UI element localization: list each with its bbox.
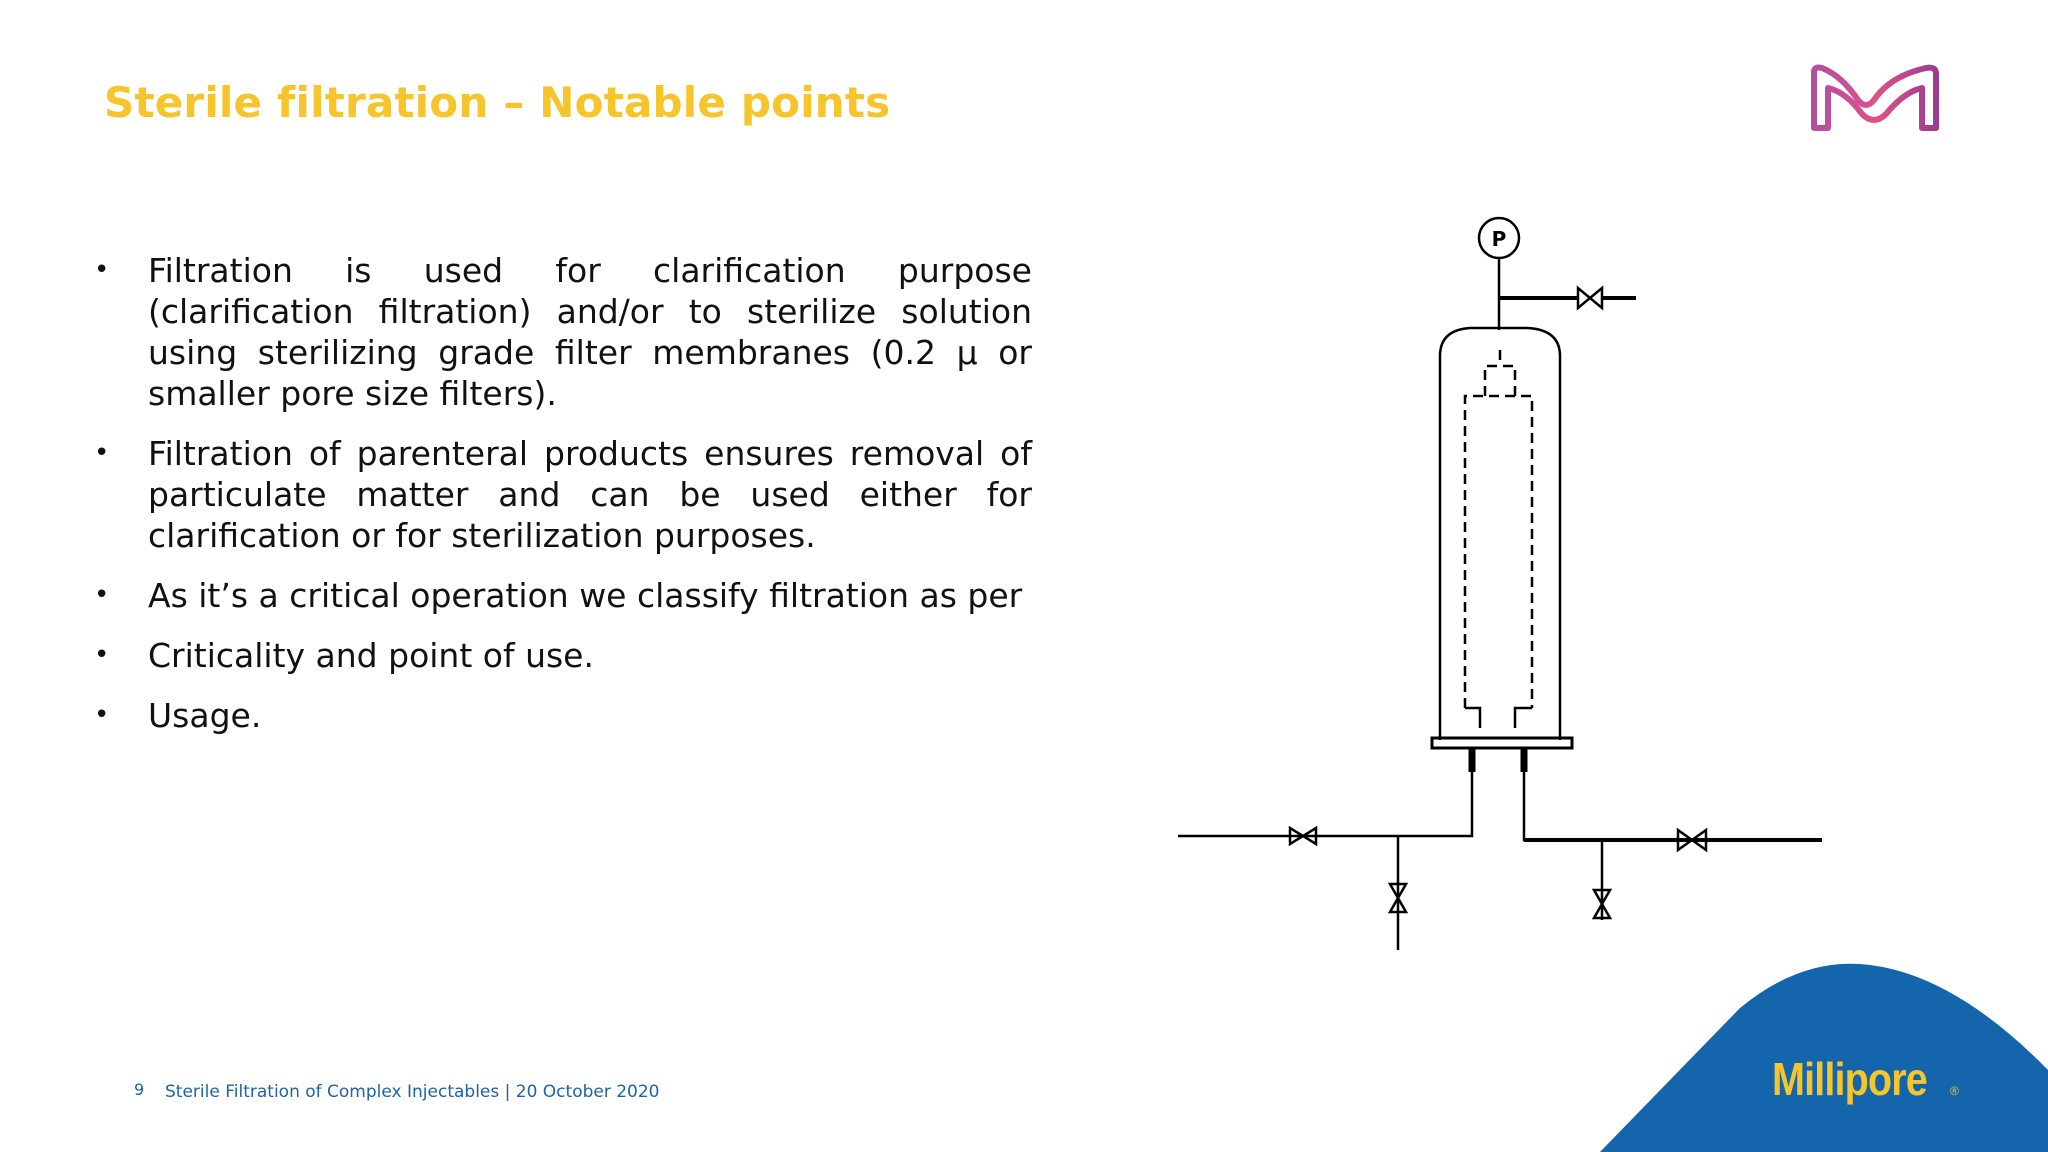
filter-housing — [1440, 328, 1560, 740]
registered-mark: ® — [1950, 1084, 1959, 1098]
bullet-text: Filtration is used for clarification purpose (clarification filtration) and/or to sterilize solution using sterilizing grade filter membranes (0.2 µ or smaller pore size filters). — [148, 251, 1032, 413]
bullet-item — [94, 635, 1032, 676]
pressure-gauge — [1479, 218, 1519, 258]
merck-logo — [1808, 62, 1944, 138]
page-number: 9 — [134, 1080, 145, 1099]
bullet-item — [94, 250, 1032, 414]
bullet-marker: • — [94, 640, 110, 670]
bullet-text: Usage. — [148, 696, 262, 735]
bullet-item — [94, 695, 1032, 736]
bullet-text: As it’s a critical operation we classify filtration as per — [148, 576, 1023, 615]
bullet-marker: • — [94, 438, 110, 468]
bullet-marker: • — [94, 580, 110, 610]
bullet-list — [94, 250, 1032, 755]
vent-valve — [1578, 288, 1602, 308]
gauge-label: P — [1491, 227, 1507, 251]
bullet-text: Criticality and point of use. — [148, 636, 594, 675]
bullet-item — [94, 433, 1032, 556]
bullet-text: Filtration of parenteral products ensures removal of particulate matter and can be used either for clarification or for sterilization purposes. — [148, 434, 1032, 555]
bullet-item — [94, 575, 1032, 616]
footer-text: Sterile Filtration of Complex Injectables | 20 October 2020 — [165, 1082, 660, 1102]
bullet-marker: • — [94, 255, 110, 285]
slide-title: Sterile filtration – Notable points — [104, 78, 891, 127]
millipore-logo: Millipore — [1772, 1053, 1927, 1105]
filter-housing-diagram — [1170, 208, 1830, 968]
bullet-marker: • — [94, 700, 110, 730]
filter-cartridge — [1465, 350, 1532, 708]
